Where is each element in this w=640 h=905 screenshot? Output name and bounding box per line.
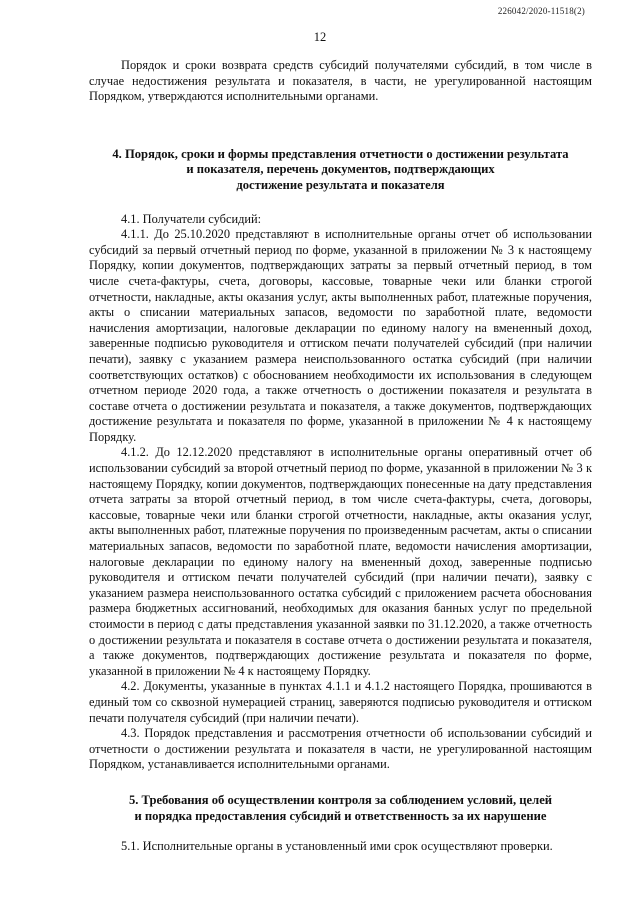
paragraph-4-2: 4.2. Документы, указанные в пунктах 4.1.1 и 4.1.2 настоящего Порядка, прошиваются в единый том со сквозной нумерацией страниц, заверяются подписью руководителя и оттиском печати получателя субсидий (при наличии печати). xyxy=(89,679,592,725)
section-5-heading-line-2: и порядка предоставления субсидий и ответственность за их нарушение xyxy=(134,808,547,823)
section-4-heading-line-3: достижение результата и показателя xyxy=(236,177,445,192)
section-4-heading-line-2: и показателя, перечень документов, подтверждающих xyxy=(186,162,495,177)
page-number: 12 xyxy=(313,30,327,44)
document-body xyxy=(89,58,592,855)
section-5-heading-line-1: 5. Требования об осуществлении контроля за соблюдением условий, целей xyxy=(128,792,553,807)
document-number: 226042/2020-11518(2) xyxy=(497,6,585,16)
section-4-heading xyxy=(89,147,592,194)
section-5-heading xyxy=(89,793,592,824)
paragraph-4-1-1: 4.1.1. До 25.10.2020 представляют в исполнительные органы отчет об использовании субсидий за первый отчетный период по форме, указанной в приложении № 3 к настоящему Порядку, копии документов, подтверждающих затраты за первый отчетный период, в том числе счета-фактуры, счета, договоры, кассовые, товарные чеки или бланки строгой отчетности, накладные, акты оказания услуг, акты выполненных работ, платежные поручения, акты о списании материальных запасов, ведомости по заработной плате, ведомости начисления амортизации, налоговые декларации по единому налогу на вмененный доход, заверенные подписью руководителя и оттиском печати получателей субсидий (при наличии печати), заявку с указанием размера неиспользованного остатка субсидий (при наличии соответствующих остатков) с обоснованием необходимости их использования в следующем отчетном периоде 2020 года, а также отчетность о достижении показателя и результата в составе отчета о достижении результата и показателя, а также документов, подтверждающих достижение результата и показателя по форме, указанной в приложении № 4 к настоящему Порядку. xyxy=(89,227,592,444)
section-4-heading-line-1: 4. Порядок, сроки и формы представления отчетности о достижении результата xyxy=(112,146,569,161)
paragraph-5-1: 5.1. Исполнительные органы в установленный ими срок осуществляют проверки. xyxy=(121,839,553,854)
paragraph-4-1: 4.1. Получатели субсидий: xyxy=(121,211,262,226)
paragraph-4-3: 4.3. Порядок представления и рассмотрения отчетности об использовании субсидий и отчетности о достижении результата и показателя в части, не урегулированной настоящим Порядком, устанавливается исполнительными органами. xyxy=(89,726,592,772)
intro-paragraph: Порядок и сроки возврата средств субсидий получателями субсидий, в том числе в случае недостижения результата и показателя, в части, не урегулированной настоящим Порядком, утверждаются исполнительными органами. xyxy=(89,58,592,104)
paragraph-4-1-2: 4.1.2. До 12.12.2020 представляют в исполнительные органы оперативный отчет об использовании субсидий за второй отчетный период по форме, указанной в приложении № 3 к настоящему Порядку, копии документов, подтверждающих понесенные на дату представления отчета затраты за второй отчетный период, в том числе счета-фактуры, счета, договоры, кассовые, товарные чеки или бланки строгой отчетности, накладные, акты оказания услуг, акты выполненных работ, платежные поручения по произведенным расчетам, акты о списании материальных запасов, ведомости по заработной плате, ведомости начисления амортизации, налоговые декларации по единому налогу на вмененный доход, заверенные подписью руководителя и оттиском печати получателей субсидий (при наличии печати), заявку с указанием размера неиспользованного остатка субсидий с приложением расчета обоснования размера бюджетных ассигнований, необходимых для оказания банных услуг по предельной стоимости в период с даты представления указанной заявки по 31.12.2020, а также отчетность о достижении результата и показателя в составе отчета о достижении результата и показателя, а также документов, подтверждающих достижение результата и показателя по форме, указанной в приложении № 4 к настоящему Порядку. xyxy=(89,445,592,678)
